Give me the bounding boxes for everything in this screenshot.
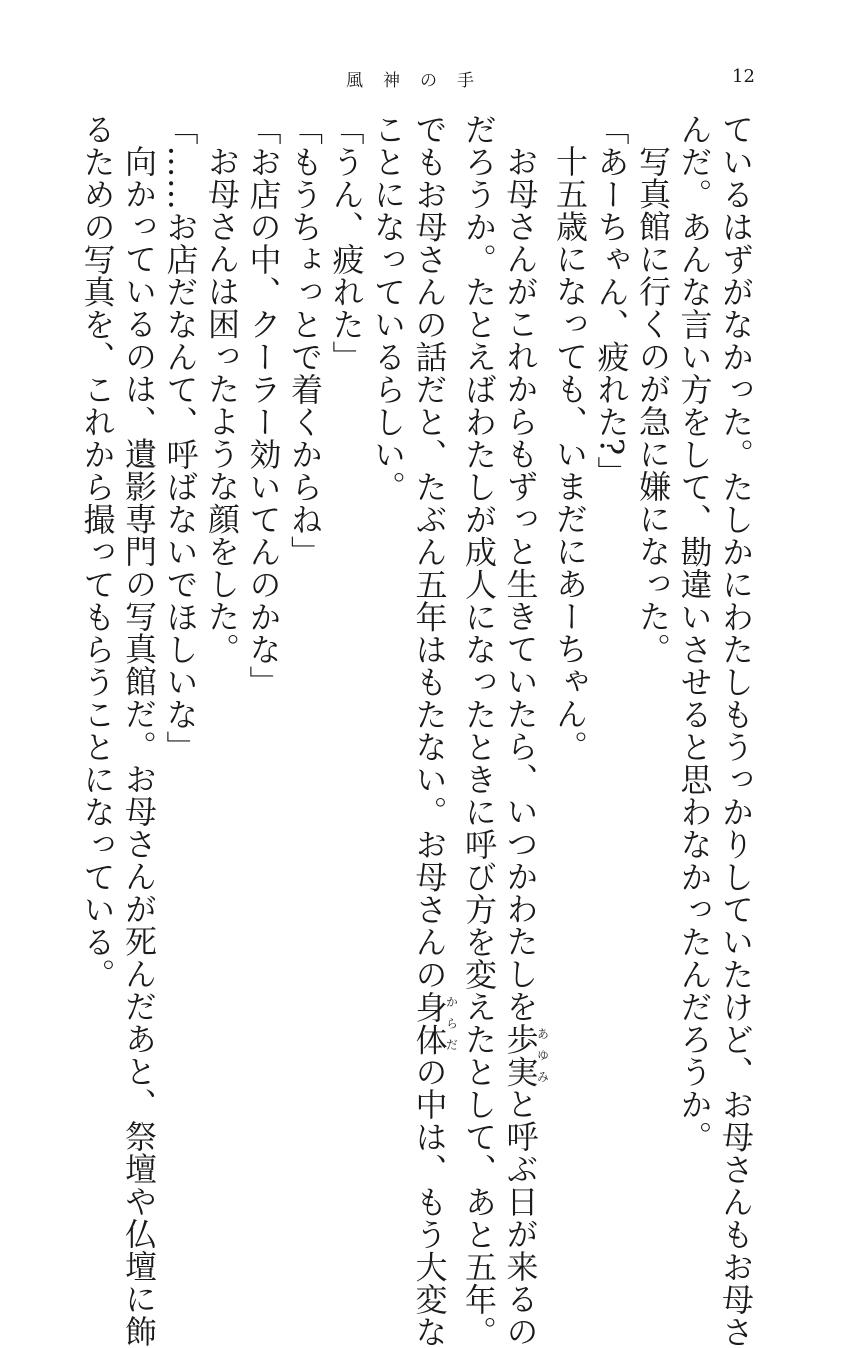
ruby-karada — [411, 991, 449, 1056]
text-line: るための写真を、これから撮ってもらうことになっている。 — [76, 113, 118, 1113]
dialogue-line: 「もうちょっとで着くからね」 — [284, 113, 326, 1113]
text-line: お母さんは困ったような顔をした。 — [201, 113, 243, 1113]
text-line: 十五歳になっても、いまだにあーちゃん。 — [549, 113, 591, 1113]
text-segment: の中は、もう大変な — [411, 1056, 449, 1348]
text-line: んだ。あんな言い方をして、勘違いさせると思わなかったんだろうか。 — [673, 113, 715, 1113]
ruby-base: 歩実 — [502, 1023, 540, 1088]
text-line-with-ruby — [408, 113, 458, 1113]
dialogue-line: 「お店の中、クーラー効いてんのかな」 — [242, 113, 284, 1113]
page-number: 12 — [732, 66, 755, 87]
text-line: 写真館に行くのが急に嫌になった。 — [632, 113, 674, 1113]
text-line-with-ruby — [499, 113, 549, 1113]
ruby-reading: からだ — [445, 991, 459, 1056]
text-segment: でもお母さんの話だと、たぶん五年はもたない。お母さんの — [411, 113, 449, 991]
text-line: ことになっているらしい。 — [367, 113, 409, 1113]
text-segment: と呼ぶ日が来るの — [502, 1088, 540, 1348]
ruby-base: 身体 — [411, 991, 449, 1056]
text-line: ているはずがなかった。たしかにわたしもうっかりしていたけど、お母さんもお母さ — [715, 113, 757, 1113]
running-title: 風神の手 — [346, 66, 494, 91]
dialogue-line: 「うん、疲れた」 — [325, 113, 367, 1113]
dialogue-line: 「……お店だなんて、呼ばないでほしいな」 — [159, 113, 201, 1113]
text-line: 向かっているのは、遺影専門の写真館だ。お母さんが死んだあと、祭壇や仏壇に飾 — [118, 113, 160, 1113]
ruby-reading: あゆみ — [536, 1023, 550, 1088]
ruby-name-ayumi — [502, 1023, 540, 1088]
text-segment: お母さんがこれからもずっと生きていたら、いつかわたしを — [502, 145, 540, 1023]
dialogue-line: 「あーちゃん、疲れた?」 — [590, 113, 632, 1113]
text-line: だろうか。たとえばわたしが成人になったときに呼び方を変えたとして、あと五年。 — [458, 113, 500, 1113]
page-header — [0, 66, 841, 96]
body-text — [96, 113, 756, 1113]
